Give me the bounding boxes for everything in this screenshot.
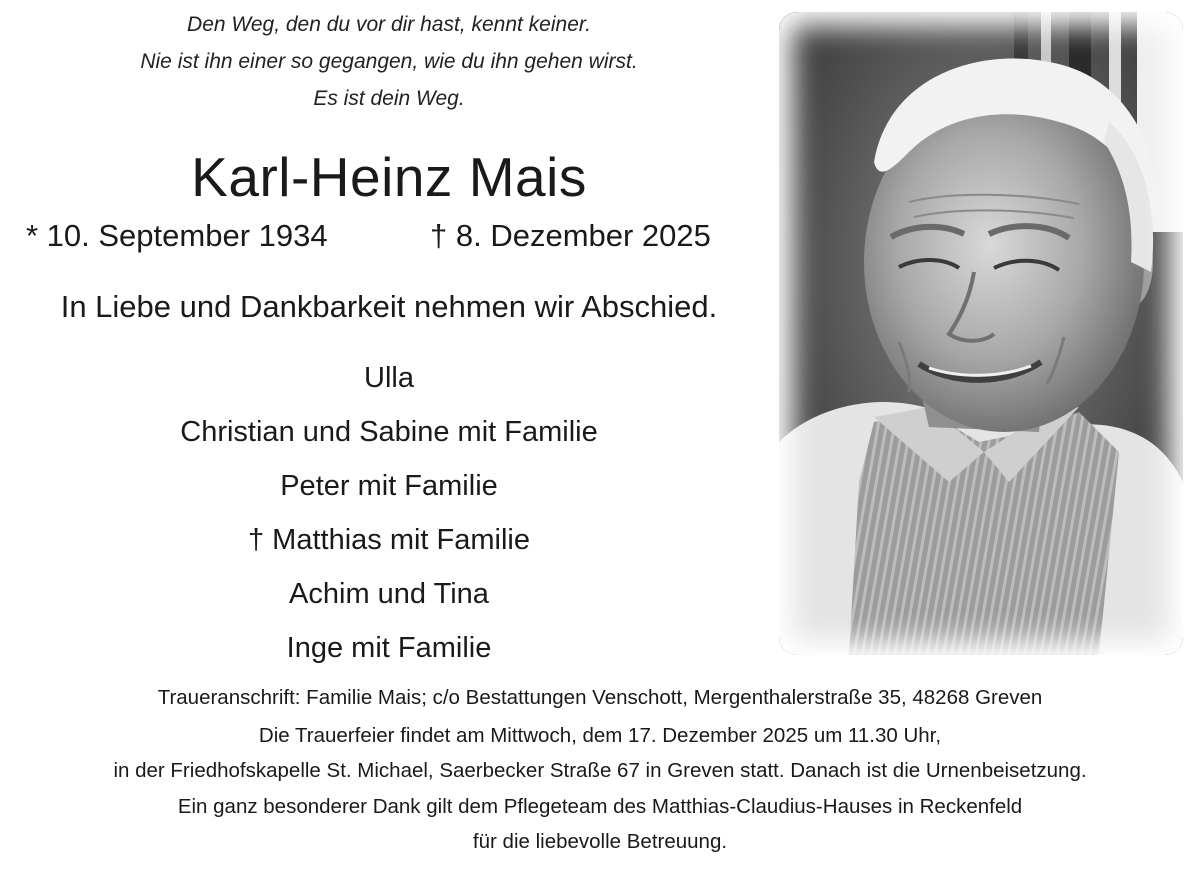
death-date: † 8. Dezember 2025	[430, 218, 711, 253]
mourner-item: Peter mit Familie	[280, 470, 498, 502]
mourner-item: Christian und Sabine mit Familie	[180, 416, 598, 448]
verse-line-1: Den Weg, den du vor dir hast, kennt keiner.	[187, 13, 591, 36]
mourning-address: Traueranschrift: Familie Mais; c/o Bestattungen Venschott, Mergenthalerstraße 35, 48268 Greven	[157, 686, 1043, 709]
verse-line-2: Nie ist ihn einer so gegangen, wie du ihn gehen wirst.	[140, 50, 638, 73]
portrait-illustration	[779, 12, 1183, 655]
mourner-item: Inge mit Familie	[286, 632, 492, 664]
mourner-item: † Matthias mit Familie	[247, 524, 530, 556]
shirt	[849, 412, 1119, 655]
verse-line-3: Es ist dein Weg.	[313, 87, 465, 110]
footer-text	[0, 680, 1200, 860]
farewell-line: In Liebe und Dankbarkeit nehmen wir Abschied.	[60, 289, 718, 324]
deceased-name: Karl-Heinz Mais	[191, 146, 587, 208]
birth-date: * 10. September 1934	[26, 218, 328, 253]
mourner-item: Ulla	[364, 362, 414, 394]
ceremony-line-2: in der Friedhofskapelle St. Michael, Saerbecker Straße 67 in Greven statt. Danach ist die Urnenbeisetzung.	[113, 759, 1087, 782]
thanks-line-2: für die liebevolle Betreuung.	[472, 830, 728, 853]
portrait-photo	[779, 12, 1183, 655]
verse	[0, 6, 778, 117]
ceremony-line-1: Die Trauerfeier findet am Mittwoch, dem 17. Dezember 2025 um 11.30 Uhr,	[258, 723, 942, 747]
thanks-line-1: Ein ganz besonderer Dank gilt dem Pflegeteam des Matthias-Claudius-Hauses in Reckenfeld	[177, 794, 1023, 818]
mourners-list	[0, 351, 778, 675]
mourner-item: Achim und Tina	[289, 578, 489, 610]
